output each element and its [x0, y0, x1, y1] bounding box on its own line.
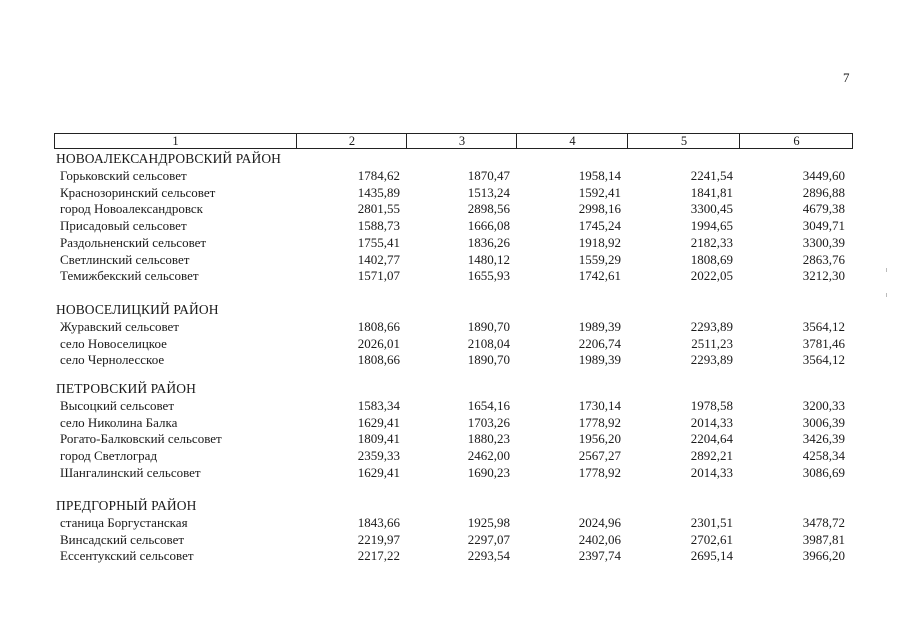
cell-value-col-6: 3426,39: [802, 431, 845, 447]
cell-value-col-3: 1666,08: [467, 218, 510, 234]
row-name: станица Боргустанская: [60, 515, 188, 530]
cell-value-col-2: 1755,41: [357, 234, 400, 250]
cell-value-col-5: 2301,51: [690, 515, 733, 530]
header-col-3: 3: [406, 134, 517, 148]
cell-value-col-4: 2402,06: [578, 531, 621, 547]
cell-value-col-4: 1778,92: [578, 464, 621, 480]
table-row: [0, 268, 905, 284]
cell-value-col-4: 1956,20: [578, 431, 621, 447]
cell-value-col-2: 1809,41: [357, 431, 400, 447]
row-name: Темижбекский сельсовет: [60, 268, 199, 284]
cell-value-col-4: 2206,74: [578, 335, 621, 351]
cell-value-col-3: 2293,54: [467, 548, 510, 564]
table-row: [0, 336, 905, 352]
cell-value-col-3: 1880,23: [467, 431, 510, 447]
cell-value-col-2: 1571,07: [357, 268, 400, 284]
cell-value-col-5: 2892,21: [690, 448, 733, 464]
row-name: село Чернолесское: [60, 352, 165, 368]
cell-value-col-4: 1989,39: [578, 352, 621, 368]
cell-value-col-3: 2297,07: [467, 531, 510, 547]
cell-value-col-4: 1730,14: [578, 398, 621, 413]
cell-value-col-2: 1629,41: [357, 414, 400, 430]
row-name: Ессентукский сельсовет: [60, 548, 194, 564]
section-title: НОВОСЕЛИЦКИЙ РАЙОН: [56, 302, 219, 317]
row-name: Рогато-Балковский сельсовет: [60, 431, 222, 447]
cell-value-col-4: 1958,14: [578, 168, 621, 183]
cell-value-col-2: 2801,55: [357, 201, 400, 217]
cell-value-col-2: 2026,01: [357, 335, 400, 351]
table-row: [0, 548, 905, 564]
cell-value-col-2: 1784,62: [357, 168, 400, 183]
section-title: НОВОАЛЕКСАНДРОВСКИЙ РАЙОН: [56, 151, 282, 166]
cell-value-col-4: 1918,92: [578, 234, 621, 250]
table-row: [0, 431, 905, 447]
table-row: [0, 415, 905, 431]
table-row: [0, 235, 905, 251]
cell-value-col-2: 2217,22: [357, 548, 400, 564]
cell-value-col-6: 3212,30: [802, 268, 845, 284]
cell-value-col-5: 2241,54: [690, 168, 733, 183]
row-name: Высоцкий сельсовет: [60, 398, 175, 413]
cell-value-col-6: 3200,33: [802, 398, 845, 413]
table-row: [0, 352, 905, 368]
cell-value-col-2: 1843,66: [357, 515, 400, 530]
cell-value-col-6: 3449,60: [802, 168, 845, 183]
cell-value-col-2: 2219,97: [357, 531, 400, 547]
cell-value-col-2: 1808,66: [357, 352, 400, 368]
cell-value-col-3: 1513,24: [467, 184, 510, 200]
cell-value-col-6: 3781,46: [802, 335, 845, 351]
scan-mark: [886, 268, 887, 272]
cell-value-col-3: 2462,00: [467, 448, 510, 464]
cell-value-col-4: 1778,92: [578, 414, 621, 430]
row-name: Раздольненский сельсовет: [60, 234, 207, 250]
row-name: Светлинский сельсовет: [60, 251, 190, 267]
cell-value-col-3: 1890,70: [467, 319, 510, 334]
row-name: село Николина Балка: [60, 414, 178, 430]
cell-value-col-2: 2359,33: [357, 448, 400, 464]
table-header: [54, 133, 853, 149]
cell-value-col-6: 3564,12: [802, 352, 845, 368]
cell-value-col-3: 1925,98: [467, 515, 510, 530]
header-col-2: 2: [296, 134, 407, 148]
cell-value-col-6: 3049,71: [802, 218, 845, 234]
cell-value-col-2: 1583,34: [357, 398, 400, 413]
cell-value-col-3: 1836,26: [467, 234, 510, 250]
row-name: город Новоалександровск: [60, 201, 203, 217]
cell-value-col-4: 1592,41: [578, 184, 621, 200]
cell-value-col-5: 2182,33: [690, 234, 733, 250]
cell-value-col-6: 3966,20: [802, 548, 845, 564]
row-name: город Светлоград: [60, 448, 158, 464]
cell-value-col-2: 1435,89: [357, 184, 400, 200]
cell-value-col-2: 1808,66: [357, 319, 400, 334]
table-row: [0, 218, 905, 234]
cell-value-col-3: 1690,23: [467, 464, 510, 480]
cell-value-col-5: 2014,33: [690, 414, 733, 430]
cell-value-col-3: 2108,04: [467, 335, 510, 351]
cell-value-col-2: 1402,77: [357, 251, 400, 267]
header-col-5: 5: [627, 134, 740, 148]
cell-value-col-2: 1588,73: [357, 218, 400, 234]
cell-value-col-6: 3086,69: [802, 464, 845, 480]
cell-value-col-6: 3300,39: [802, 234, 845, 250]
cell-value-col-4: 1989,39: [578, 319, 621, 334]
cell-value-col-4: 2998,16: [578, 201, 621, 217]
cell-value-col-5: 2511,23: [691, 335, 733, 351]
cell-value-col-6: 4258,34: [802, 448, 845, 464]
page-number: 7: [843, 70, 850, 85]
table-row: [0, 398, 905, 414]
cell-value-col-4: 1745,24: [578, 218, 621, 234]
cell-value-col-6: 2863,76: [802, 251, 845, 267]
cell-value-col-5: 2695,14: [690, 548, 733, 564]
table-row: [0, 465, 905, 481]
row-name: Винсадский сельсовет: [60, 531, 185, 547]
cell-value-col-5: 1978,58: [690, 398, 733, 413]
table-row: [0, 168, 905, 184]
table-row: [0, 201, 905, 217]
cell-value-col-3: 1703,26: [467, 414, 510, 430]
row-name: Краснозоринский сельсовет: [60, 184, 216, 200]
cell-value-col-3: 1480,12: [467, 251, 510, 267]
row-name: Горьковский сельсовет: [60, 168, 187, 183]
cell-value-col-4: 1559,29: [578, 251, 621, 267]
cell-value-col-5: 1808,69: [690, 251, 733, 267]
cell-value-col-5: 2014,33: [690, 464, 733, 480]
cell-value-col-5: 1841,81: [690, 184, 733, 200]
cell-value-col-3: 1870,47: [467, 168, 510, 183]
table-row: [0, 448, 905, 464]
cell-value-col-4: 1742,61: [578, 268, 621, 284]
cell-value-col-5: 2293,89: [690, 319, 733, 334]
cell-value-col-4: 2024,96: [578, 515, 621, 530]
header-col-6: 6: [739, 134, 853, 148]
header-col-1: 1: [172, 134, 179, 148]
cell-value-col-3: 2898,56: [467, 201, 510, 217]
header-col-4: 4: [516, 134, 628, 148]
cell-value-col-4: 2567,27: [578, 448, 621, 464]
cell-value-col-5: 2204,64: [690, 431, 733, 447]
cell-value-col-6: 3987,81: [802, 531, 845, 547]
table-row: [0, 515, 905, 531]
cell-value-col-6: 3564,12: [802, 319, 845, 334]
cell-value-col-6: 2896,88: [802, 184, 845, 200]
cell-value-col-3: 1655,93: [467, 268, 510, 284]
cell-value-col-6: 4679,38: [802, 201, 845, 217]
section-title: ПРЕДГОРНЫЙ РАЙОН: [56, 498, 197, 513]
table-row: [0, 532, 905, 548]
table-row: [0, 252, 905, 268]
row-name: село Новоселицкое: [60, 335, 167, 351]
row-name: Присадовый сельсовет: [60, 218, 187, 234]
table-row: [0, 185, 905, 201]
cell-value-col-6: 3478,72: [802, 515, 845, 530]
cell-value-col-5: 2022,05: [690, 268, 733, 284]
cell-value-col-6: 3006,39: [802, 414, 845, 430]
cell-value-col-5: 2702,61: [690, 531, 733, 547]
cell-value-col-3: 1890,70: [467, 352, 510, 368]
cell-value-col-2: 1629,41: [357, 464, 400, 480]
row-name: Шангалинский сельсовет: [60, 464, 201, 480]
row-name: Журавский сельсовет: [60, 319, 179, 334]
scan-mark: [886, 293, 887, 297]
cell-value-col-5: 2293,89: [690, 352, 733, 368]
section-title: ПЕТРОВСКИЙ РАЙОН: [56, 381, 196, 396]
cell-value-col-5: 3300,45: [690, 201, 733, 217]
cell-value-col-4: 2397,74: [578, 548, 621, 564]
table-row: [0, 319, 905, 335]
cell-value-col-5: 1994,65: [690, 218, 733, 234]
cell-value-col-3: 1654,16: [467, 398, 510, 413]
